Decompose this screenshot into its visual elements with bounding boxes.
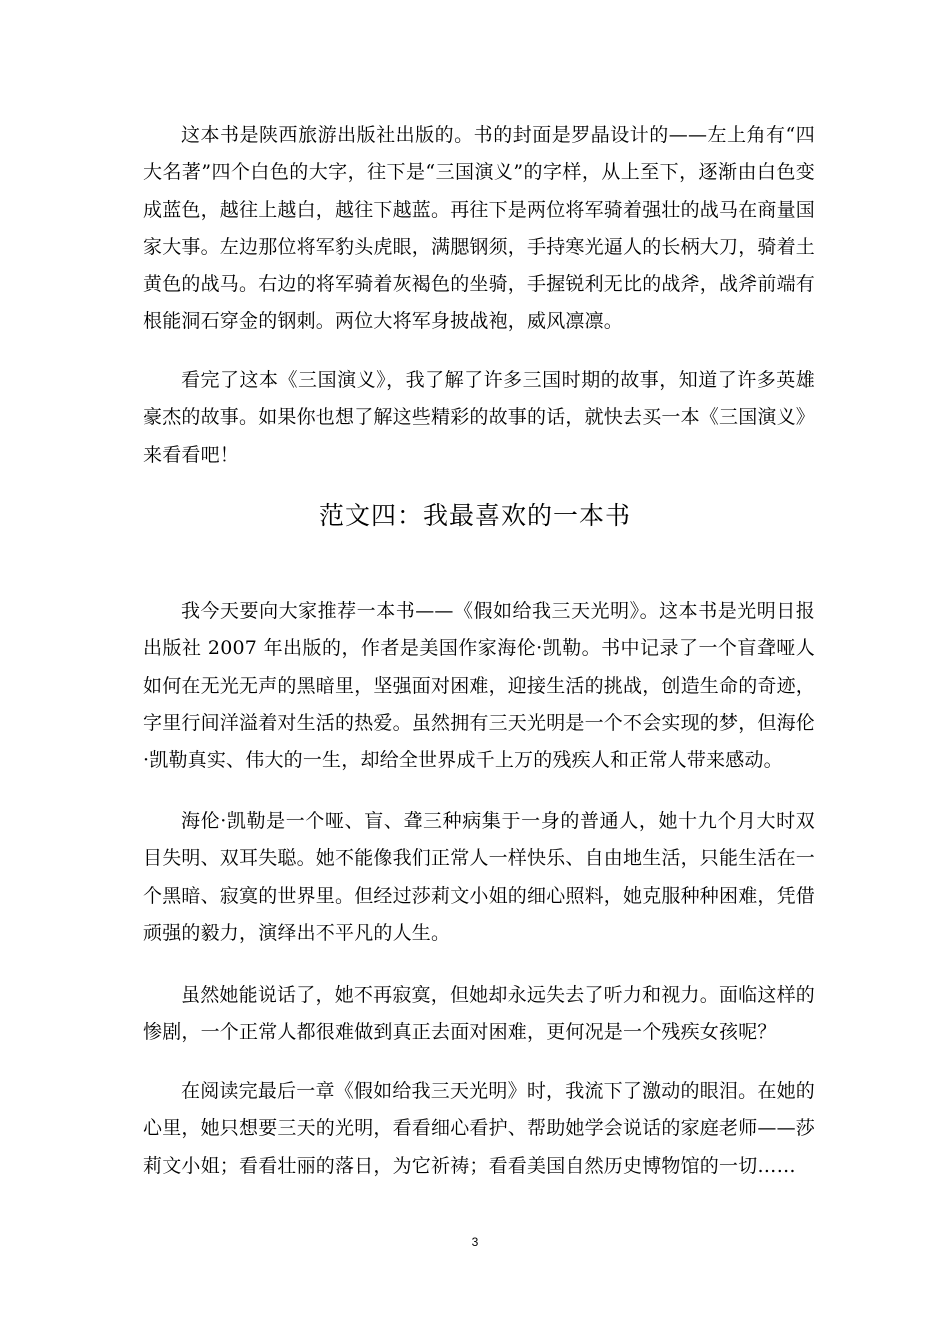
page-number: 3 [471, 1235, 479, 1249]
paragraph-book-cover: 这本书是陕西旅游出版社出版的。书的封面是罗晶设计的——左上角有“四大名著”四个白色的大字，往下是“三国演义”的字样，从上至下，逐渐由白色变成蓝色，越往上越白，越往下越蓝。再往下是两位将军骑着强壮的战马在商量国家大事。左边那位将军豹头虎眼，满腮钢须，手持寒光逼人的长柄大刀，骑着土黄色的战马。右边的将军骑着灰褐色的坐骑，手握锐利无比的战斧，战斧前端有根能洞石穿金的钢刺。两位大将军身披战袍，威风凛凛。 [143, 124, 816, 333]
paragraph-conclusion: 看完了这本《三国演义》，我了解了许多三国时期的故事，知道了许多英雄豪杰的故事。如果你也想了解这些精彩的故事的话，就快去买一本《三国演义》来看看吧！ [143, 369, 816, 466]
paragraph-tragedy: 虽然她能说话了，她不再寂寞，但她却永远失去了听力和视力。面临这样的惨剧，一个正常人都很难做到真正去面对困难，更何况是一个残疾女孩呢？ [143, 984, 815, 1044]
paragraph-helen-keller: 海伦·凯勒是一个哑、盲、聋三种病集于一身的普通人，她十九个月大时双目失明、双耳失聪。她不能像我们正常人一样快乐、自由地生活，只能生活在一个黑暗、寂寞的世界里。但经过莎莉文小姐的细心照料，她克服种种困难，凭借顽强的毅力，演绎出不平凡的人生。 [143, 810, 816, 944]
paragraph-recommendation: 我今天要向大家推荐一本书——《假如给我三天光明》。这本书是光明日报出版社 2007 年出版的，作者是美国作家海伦·凯勒。书中记录了一个盲聋哑人如何在无光无声的黑暗里，坚强面对困难，迎接生活的挑战，创造生命的奇迹，字里行间洋溢着对生活的热爱。虽然拥有三天光明是一个不会实现的梦，但海伦·凯勒真实、伟大的一生，却给全世界成千上万的残疾人和正常人带来感动。 [143, 600, 816, 772]
paragraph-last-chapter: 在阅读完最后一章《假如给我三天光明》时，我流下了激动的眼泪。在她的心里，她只想要三天的光明，看看细心看护、帮助她学会说话的家庭老师——莎莉文小姐；看看壮丽的落日，为它祈祷；看看美国自然历史博物馆的一切…… [143, 1080, 816, 1177]
section-title: 范文四：我最喜欢的一本书 [318, 501, 631, 530]
